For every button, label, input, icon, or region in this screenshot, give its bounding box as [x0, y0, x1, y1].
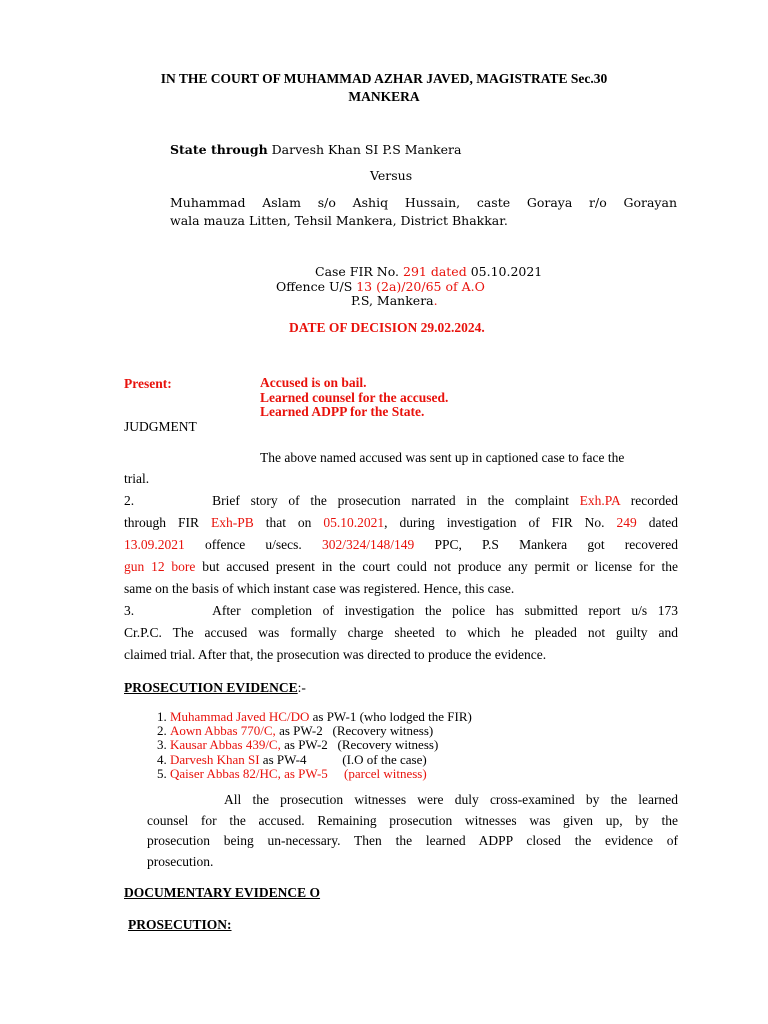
para2-text: , during investigation of FIR No. — [384, 515, 617, 530]
para4-text: All the prosecution witnesses were duly cross-examined by the learned — [224, 792, 678, 807]
witness-role: as PW-2 (Recovery witness) — [275, 723, 434, 739]
para2-line3 — [124, 534, 678, 556]
para2 — [124, 490, 678, 600]
present-list — [260, 376, 448, 420]
witness-list — [124, 710, 472, 781]
heading-text: PROSECUTION EVIDENCE — [124, 680, 298, 695]
documentary-evidence-heading: DOCUMENTARY EVIDENCE O — [124, 885, 321, 900]
list-item — [170, 767, 472, 781]
fir-date: 05.10.2021 — [466, 264, 543, 279]
ppc-sections: 302/324/148/149 — [321, 537, 415, 552]
para1-line2: trial. — [124, 471, 150, 486]
present-label: Present: — [124, 376, 172, 391]
court-heading-line1: IN THE COURT OF MUHAMMAD AZHAR JAVED, MAGISTRATE Sec.30 — [160, 71, 608, 86]
witness-role: as PW-2 (Recovery witness) — [280, 737, 439, 753]
list-item — [170, 710, 472, 724]
versus-label: Versus — [370, 168, 413, 183]
fir-number-249: 249 — [616, 515, 637, 530]
ps-text: P.S, Mankera — [351, 293, 434, 308]
para2-text: recorded — [620, 493, 678, 508]
recovered-item: gun 12 bore — [124, 559, 196, 574]
para2-line1 — [124, 490, 678, 512]
witness-name: Muhammad Javed HC/DO — [170, 709, 310, 724]
court-heading-line2: MANKERA — [348, 89, 420, 104]
prosecution-evidence-heading — [124, 680, 306, 696]
fir-number: 291 dated — [403, 264, 467, 279]
accused-line2: wala mauza Litten, Tehsil Mankera, District Bhakkar. — [170, 213, 508, 228]
para3-line1 — [124, 600, 678, 622]
para3-text: After completion of investigation the police has submitted report u/s 173 — [212, 603, 678, 618]
exhibit-pb: Exh-PB — [210, 515, 254, 530]
witness-name: Darvesh Khan SI — [170, 751, 260, 767]
case-fir-line — [315, 264, 542, 279]
state-label: State through — [170, 142, 268, 157]
decision-date: DATE OF DECISION 29.02.2024. — [289, 320, 485, 335]
list-item — [170, 738, 472, 752]
para3-number: 3. — [124, 603, 135, 618]
para4-line4: prosecution. — [147, 853, 214, 869]
state-through — [170, 142, 461, 157]
witness-name: Kausar Abbas 439/C, — [170, 737, 281, 753]
fir-label: Case FIR No. — [315, 264, 403, 279]
para2-line2 — [124, 512, 678, 534]
judgment-label: JUDGMENT — [124, 419, 197, 434]
ps-dot: . — [433, 293, 438, 308]
present-item: Learned ADPP for the State. — [260, 404, 425, 419]
list-item — [170, 724, 472, 738]
para3-line3: claimed trial. After that, the prosecution was directed to produce the evidence. — [124, 647, 547, 662]
accused-line1: Muhammad Aslam s/o Ashiq Hussain, caste Goraya r/o Gorayan — [170, 195, 677, 210]
occurrence-date: 05.10.2021 — [323, 515, 385, 530]
exhibit-pa: Exh.PA — [579, 493, 621, 508]
para2-text: offence u/secs. — [184, 537, 322, 552]
para2-text: dated — [636, 515, 678, 530]
present-item: Accused is on bail. — [260, 375, 367, 390]
para2-text: PPC, P.S Mankera got recovered — [414, 537, 678, 552]
present-item: Learned counsel for the accused. — [260, 389, 449, 405]
prosecution-subheading: PROSECUTION: — [128, 917, 232, 932]
para4 — [147, 790, 678, 872]
para4-line3: prosecution being un-necessary. Then the learned ADPP closed the evidence of — [147, 833, 678, 848]
offence-line — [276, 279, 485, 294]
witness-role: as PW-1 (who lodged the FIR) — [309, 709, 472, 724]
witness-name: Qaiser Abbas 82/HC, as PW-5 (parcel witness) — [170, 765, 427, 781]
witness-role: as PW-4 (I.O of the case) — [259, 751, 427, 767]
police-station-line — [351, 293, 438, 308]
para4-line2: counsel for the accused. Remaining prosecution witnesses was given up, by the — [147, 812, 678, 828]
para2-text: through FIR — [124, 515, 211, 530]
offence-sections: 13 (2a)/20/65 of A.O — [356, 279, 485, 294]
para2-number: 2. — [124, 493, 135, 508]
state-text: Darvesh Khan SI P.S Mankera — [267, 142, 462, 157]
list-item — [170, 753, 472, 767]
fir-date-249: 13.09.2021 — [124, 537, 185, 552]
para2-text: but accused present in the court could not produce any permit or license for the — [195, 559, 678, 574]
para2-line4 — [124, 556, 678, 578]
para2-line5: same on the basis of which instant case was registered. Hence, this case. — [124, 581, 515, 596]
para3 — [124, 600, 678, 666]
para4-line1 — [147, 790, 678, 811]
para2-text: Brief story of the prosecution narrated in the complaint — [212, 493, 580, 508]
para1-line1: The above named accused was sent up in captioned case to face the — [260, 450, 625, 465]
heading-suffix: :- — [297, 680, 306, 695]
para2-text: that on — [253, 515, 324, 530]
para3-line2: Cr.P.C. The accused was formally charge sheeted to which he pleaded not guilty and — [124, 625, 678, 640]
offence-label: Offence U/S — [276, 279, 357, 294]
witness-name: Aown Abbas 770/C, — [170, 723, 276, 739]
